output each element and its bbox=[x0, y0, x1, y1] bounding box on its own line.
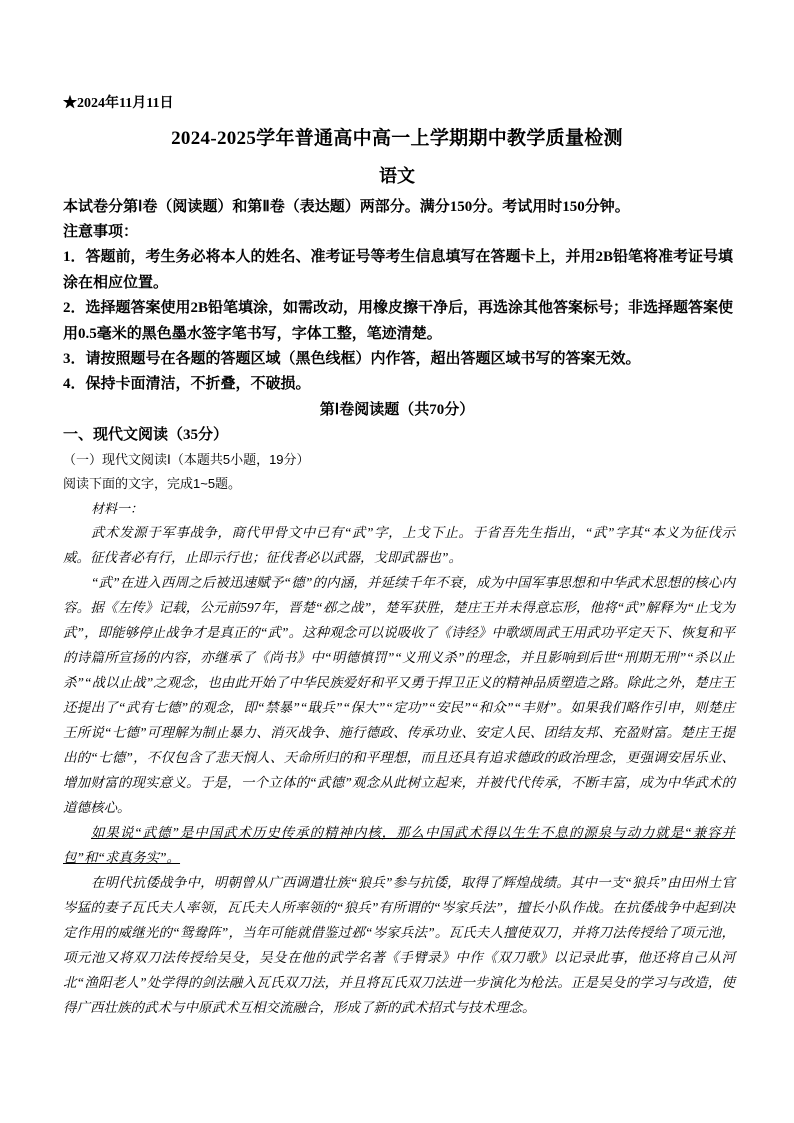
part-heading: 第Ⅰ卷阅读题（共70分） bbox=[319, 402, 475, 418]
notice-item-3: 3．请按照题号在各题的答题区域（黑色线框）内作答，超出答题区域书写的答案无效。 bbox=[63, 351, 641, 367]
notice-item-4: 4．保持卡面清洁，不折叠，不破损。 bbox=[63, 376, 311, 392]
exam-subject: 语文 bbox=[379, 166, 415, 186]
exam-intro: 本试卷分第Ⅰ卷（阅读题）和第Ⅱ卷（表达题）两部分。满分150分。考试用时150分钟。 bbox=[63, 199, 630, 215]
notice-item-2: 2．选择题答案使用2B铅笔填涂，如需改动，用橡皮擦干净后，再选涂其他答案标号；非选择题答案使用0.5毫米的黑色墨水签字笔书写，字体工整，笔迹清楚。 bbox=[63, 300, 734, 342]
material-paragraph-4: 在明代抗倭战争中，明朝曾从广西调遣壮族“狼兵”参与抗倭，取得了辉煌战绩。其中一支“狼兵”由田州土官岑猛的妻子瓦氏夫人率领，瓦氏夫人所率领的“狼兵”有所谓的“岑家兵法”，擅长小队作战。在抗倭战争中起到决定作用的威继光的“鸳鸯阵”，当年可能就借鉴过邲“岑家兵法”。瓦氏夫人擅使双刀，并将刀法传授给了项元池，项元池又将双刀法传授给吴殳，吴殳在他的武学名著《手臂录》中作《双刀歌》以记录此事，他还将自己从河北“渔阳老人”处学得的剑法融入瓦氏双刀法，并且将瓦氏双刀法进一步演化为枪法。正是吴殳的学习与改造，使得广西壮族的武术与中原武术互相交流融合，形成了新的武术招式与技术理念。 bbox=[63, 875, 735, 1015]
exam-date: ★2024年11月11日 bbox=[63, 96, 174, 111]
section-heading: 一、现代文阅读（35分） bbox=[63, 427, 229, 443]
material-label: 材料一： bbox=[91, 501, 144, 516]
reading-direction: 阅读下面的文字，完成1~5题。 bbox=[63, 476, 242, 491]
material-paragraph-3: 如果说“武德”是中国武术历史传承的精神内核，那么中国武术得以生生不息的源泉与动力就是“兼容并包”和“求真务实”。 bbox=[63, 825, 735, 865]
notice-item-1: 1．答题前，考生务必将本人的姓名、准考证号等考生信息填写在答题卡上，并用2B铅笔将准考证号填涂在相应位置。 bbox=[63, 249, 734, 291]
subsection-heading: （一）现代文阅读Ⅰ（本题共5小题，19分） bbox=[63, 452, 310, 467]
exam-title: 2024-2025学年普通高中高一上学期期中教学质量检测 bbox=[171, 128, 623, 149]
notice-title: 注意事项： bbox=[63, 224, 139, 240]
material-paragraph-2: “武”在进入西周之后被迅速赋予“德”的内涵，并延续千年不衰，成为中国军事思想和中华武术思想的核心内容。据《左传》记载，公元前597年，晋楚“邲之战”，楚军获胜，楚庄王并未得意忘形，他将“武”解释为“止戈为武”，即能够停止战争才是真正的“武”。这种观念可以说吸收了《诗经》中歌颂周武王用武功平定天下、恢复和平的诗篇所宣扬的内容，亦继承了《尚书》中“明德慎罚”“义刑义杀”的理念，并且影响到后世“刑期无刑”“杀以止杀”“战以止战”之观念，也由此开始了中华民族爱好和平又勇于捍卫正义的精神品质塑造之路。除此之外，楚庄王还提出了“武有七德”的观念，即“禁暴”“戢兵”“保大”“定功”“安民”“和众”“丰财”。如果我们略作引申，则楚庄王所说“七德”可理解为制止暴力、消灭战争、施行德政、传承功业、安定人民、团结友邦、充盈财富。楚庄王提出的“七德”，不仅包含了悲天悯人、天命所归的和平理想，而且还具有追求德政的政治理念，更强调安居乐业、增加财富的现实意义。于是，一个立体的“武德”观念从此树立起来，并被代代传承，不断丰富，成为中华武术的道德核心。 bbox=[63, 575, 735, 815]
material-paragraph-1: 武术发源于军事战争，商代甲骨文中已有“武”字，上戈下止。于省吾先生指出，“武”字其“本义为征伐示威。征伐者必有行，止即示行也；征伐者必以武器，戈即武器也”。 bbox=[63, 525, 735, 565]
